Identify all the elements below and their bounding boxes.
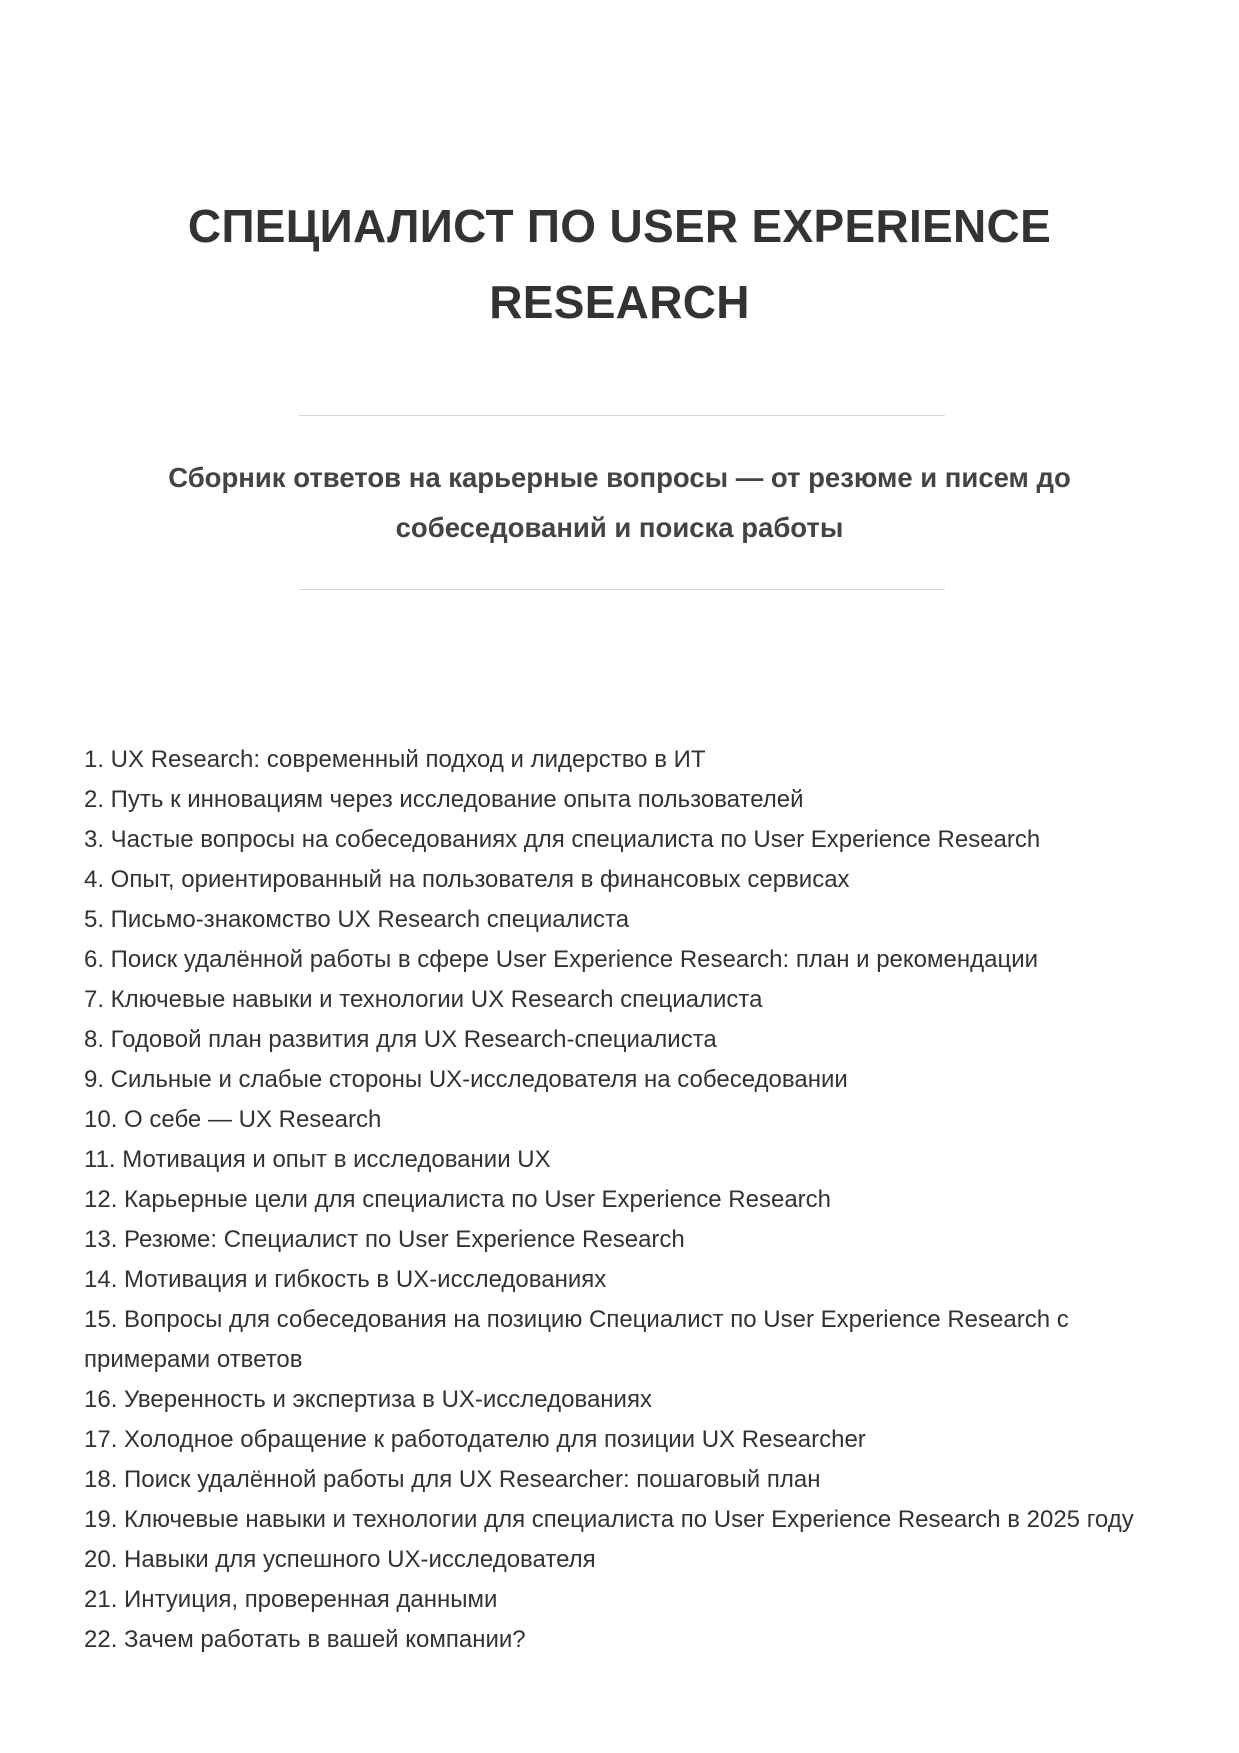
toc-item: 3. Частые вопросы на собеседованиях для специалиста по User Experience Research [84, 826, 1041, 853]
toc-item: 7. Ключевые навыки и технологии UX Research специалиста [84, 986, 763, 1013]
toc-item: 11. Мотивация и опыт в исследовании UX [84, 1146, 551, 1173]
toc-item: 9. Сильные и слабые стороны UX-исследователя на собеседовании [84, 1066, 848, 1093]
page-subtitle: Сборник ответов на карьерные вопросы — от резюме и писем до собеседований и поиска работы [168, 462, 1071, 543]
toc-item: 20. Навыки для успешного UX-исследователя [84, 1546, 596, 1573]
toc-item: 8. Годовой план развития для UX Research-специалиста [84, 1026, 717, 1053]
toc-item: 13. Резюме: Специалист по User Experience Research [84, 1226, 685, 1253]
toc-item: 10. О себе — UX Research [84, 1106, 382, 1133]
page-title: СПЕЦИАЛИСТ ПО USER EXPERIENCE RESEARCH [187, 200, 1052, 328]
toc-item: 12. Карьерные цели для специалиста по User Experience Research [84, 1186, 831, 1213]
toc-item: 18. Поиск удалённой работы для UX Researcher: пошаговый план [84, 1466, 821, 1493]
toc-item: 21. Интуиция, проверенная данными [84, 1586, 498, 1613]
toc-item: 17. Холодное обращение к работодателю для позиции UX Researcher [84, 1426, 866, 1453]
toc-item: 22. Зачем работать в вашей компании? [84, 1626, 526, 1653]
toc-item: 16. Уверенность и экспертиза в UX-исследованиях [84, 1386, 652, 1413]
toc-item: 6. Поиск удалённой работы в сфере User Experience Research: план и рекомендации [84, 946, 1039, 973]
toc-item: 5. Письмо-знакомство UX Research специалиста [84, 906, 630, 933]
toc-item: 4. Опыт, ориентированный на пользователя в финансовых сервисах [84, 866, 850, 893]
toc-item: 19. Ключевые навыки и технологии для специалиста по User Experience Research в 2025 году [84, 1506, 1134, 1533]
toc-item: 15. Вопросы для собеседования на позицию Специалист по User Experience Research с примерами ответов [84, 1306, 1069, 1373]
toc-item: 2. Путь к инновациям через исследование опыта пользователей [84, 786, 804, 813]
toc-item: 14. Мотивация и гибкость в UX-исследованиях [84, 1266, 607, 1293]
table-of-contents [84, 740, 1164, 1660]
toc-item: 1. UX Research: современный подход и лидерство в ИТ [84, 746, 706, 773]
divider-bottom [299, 589, 945, 590]
divider-top [299, 415, 945, 416]
